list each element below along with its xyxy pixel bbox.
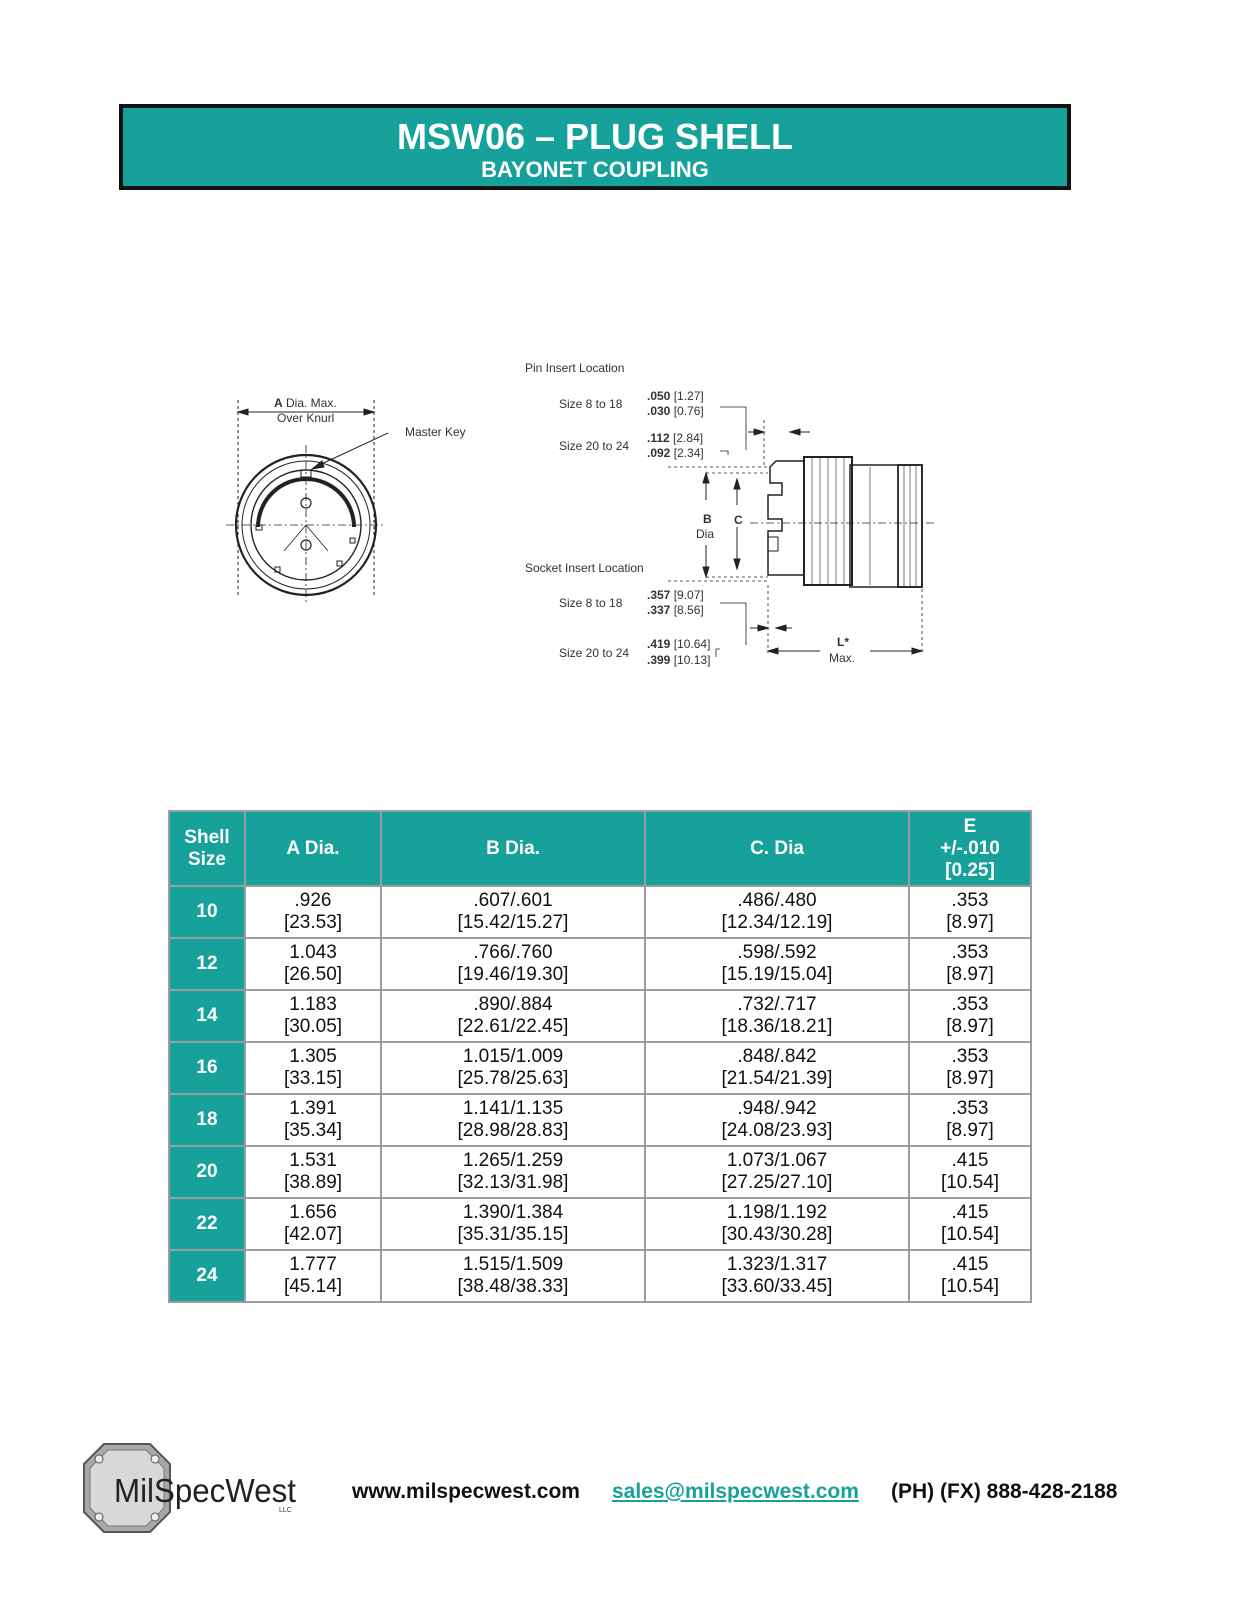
table-row bbox=[169, 1042, 1031, 1094]
e-cell: .353 [8.97] bbox=[909, 1094, 1031, 1146]
pin-20-24-min: .092 [2.34] bbox=[647, 446, 704, 460]
shell-size-cell: 14 bbox=[169, 990, 245, 1042]
c-dia-cell: .848/.842 [21.54/21.39] bbox=[645, 1042, 909, 1094]
a-dia-cell: 1.777 [45.14] bbox=[245, 1250, 381, 1302]
c-dia-cell: .948/.942 [24.08/23.93] bbox=[645, 1094, 909, 1146]
a-dia-cell: 1.391 [35.34] bbox=[245, 1094, 381, 1146]
shell-size-cell: 22 bbox=[169, 1198, 245, 1250]
b-dim-label: B bbox=[703, 512, 712, 526]
front-view bbox=[226, 400, 388, 605]
table-row bbox=[169, 1250, 1031, 1302]
svg-text:MilSpecWest: MilSpecWest bbox=[114, 1472, 296, 1509]
a-dia-cell: 1.183 [30.05] bbox=[245, 990, 381, 1042]
b-dia-cell: .890/.884 [22.61/22.45] bbox=[381, 990, 645, 1042]
b-dia-cell: 1.265/1.259 [32.13/31.98] bbox=[381, 1146, 645, 1198]
table-row bbox=[169, 938, 1031, 990]
c-dia-cell: .486/.480 [12.34/12.19] bbox=[645, 886, 909, 938]
e-cell: .415 [10.54] bbox=[909, 1250, 1031, 1302]
svg-text:LLC: LLC bbox=[279, 1507, 292, 1514]
footer bbox=[0, 1440, 1236, 1540]
table-row bbox=[169, 1146, 1031, 1198]
c-dia-cell: 1.073/1.067 [27.25/27.10] bbox=[645, 1146, 909, 1198]
title-banner bbox=[119, 104, 1071, 190]
header-shell-size: Shell Size bbox=[169, 811, 245, 886]
plug-shell-drawing bbox=[220, 355, 960, 695]
table-row bbox=[169, 1094, 1031, 1146]
pin-8-18-min: .030 [0.76] bbox=[647, 404, 704, 418]
table-row bbox=[169, 886, 1031, 938]
shell-size-cell: 20 bbox=[169, 1146, 245, 1198]
pin-insert-location-label: Pin Insert Location bbox=[525, 361, 625, 375]
table-row bbox=[169, 990, 1031, 1042]
e-cell: .353 [8.97] bbox=[909, 990, 1031, 1042]
header-b-dia: B Dia. bbox=[381, 811, 645, 886]
a-dia-cell: 1.531 [38.89] bbox=[245, 1146, 381, 1198]
b-dia-cell: .607/.601 [15.42/15.27] bbox=[381, 886, 645, 938]
b-dia-label: Dia bbox=[696, 527, 715, 541]
a-dia-cell: 1.305 [33.15] bbox=[245, 1042, 381, 1094]
b-dia-cell: 1.515/1.509 [38.48/38.33] bbox=[381, 1250, 645, 1302]
shell-size-cell: 16 bbox=[169, 1042, 245, 1094]
c-dia-cell: .598/.592 [15.19/15.04] bbox=[645, 938, 909, 990]
shell-size-cell: 24 bbox=[169, 1250, 245, 1302]
header-c-dia: C. Dia bbox=[645, 811, 909, 886]
c-dia-cell: 1.323/1.317 [33.60/33.45] bbox=[645, 1250, 909, 1302]
table-body bbox=[169, 886, 1031, 1302]
phone-number: (PH) (FX) 888-428-2188 bbox=[891, 1480, 1118, 1503]
l-dim-label: L* bbox=[837, 635, 849, 649]
pin-size-20-24-label: Size 20 to 24 bbox=[559, 439, 630, 453]
website-link[interactable]: www.milspecwest.com bbox=[352, 1480, 580, 1503]
b-dia-cell: 1.390/1.384 [35.31/35.15] bbox=[381, 1198, 645, 1250]
b-dia-cell: .766/.760 [19.46/19.30] bbox=[381, 938, 645, 990]
technical-drawing bbox=[220, 355, 960, 695]
a-dim-label-line2: Over Knurl bbox=[277, 411, 335, 425]
a-dia-cell: 1.656 [42.07] bbox=[245, 1198, 381, 1250]
l-max-label: Max. bbox=[829, 651, 856, 665]
e-cell: .353 [8.97] bbox=[909, 938, 1031, 990]
e-cell: .415 [10.54] bbox=[909, 1198, 1031, 1250]
page-title: MSW06 – PLUG SHELL bbox=[396, 116, 794, 157]
shell-size-cell: 10 bbox=[169, 886, 245, 938]
b-dia-cell: 1.141/1.135 [28.98/28.83] bbox=[381, 1094, 645, 1146]
e-cell: .415 [10.54] bbox=[909, 1146, 1031, 1198]
table-row bbox=[169, 1198, 1031, 1250]
c-dim-label: C bbox=[734, 513, 743, 527]
a-dim-label: A Dia. Max. bbox=[274, 396, 337, 410]
socket-insert-location-label: Socket Insert Location bbox=[525, 561, 644, 575]
pin-size-8-18-label: Size 8 to 18 bbox=[559, 397, 623, 411]
logo-mark bbox=[82, 1442, 302, 1534]
milspecwest-logo bbox=[82, 1442, 302, 1534]
page-subtitle: BAYONET COUPLING bbox=[481, 157, 709, 182]
c-dia-cell: .732/.717 [18.36/18.21] bbox=[645, 990, 909, 1042]
socket-size-20-24-label: Size 20 to 24 bbox=[559, 646, 630, 660]
a-dia-cell: 1.043 [26.50] bbox=[245, 938, 381, 990]
e-cell: .353 [8.97] bbox=[909, 1042, 1031, 1094]
header-e: E +/-.010 [0.25] bbox=[909, 811, 1031, 886]
e-cell: .353 [8.97] bbox=[909, 886, 1031, 938]
socket-8-18-min: .337 [8.56] bbox=[647, 603, 704, 617]
shell-size-cell: 12 bbox=[169, 938, 245, 990]
b-dia-cell: 1.015/1.009 [25.78/25.63] bbox=[381, 1042, 645, 1094]
pin-8-18-max: .050 [1.27] bbox=[647, 389, 704, 403]
dimensions-table bbox=[168, 810, 1032, 1303]
header-a-dia: A Dia. bbox=[245, 811, 381, 886]
socket-20-24-min: .399 [10.13] bbox=[647, 653, 711, 667]
table-header-row bbox=[169, 811, 1031, 886]
socket-20-24-max: .419 [10.64] bbox=[647, 637, 711, 651]
shell-size-cell: 18 bbox=[169, 1094, 245, 1146]
a-dia-cell: .926 [23.53] bbox=[245, 886, 381, 938]
socket-8-18-max: .357 [9.07] bbox=[647, 588, 704, 602]
email-link[interactable]: sales@milspecwest.com bbox=[612, 1480, 859, 1503]
socket-size-8-18-label: Size 8 to 18 bbox=[559, 596, 623, 610]
pin-20-24-max: .112 [2.84] bbox=[647, 431, 704, 445]
master-key-label: Master Key bbox=[405, 425, 466, 439]
c-dia-cell: 1.198/1.192 [30.43/30.28] bbox=[645, 1198, 909, 1250]
